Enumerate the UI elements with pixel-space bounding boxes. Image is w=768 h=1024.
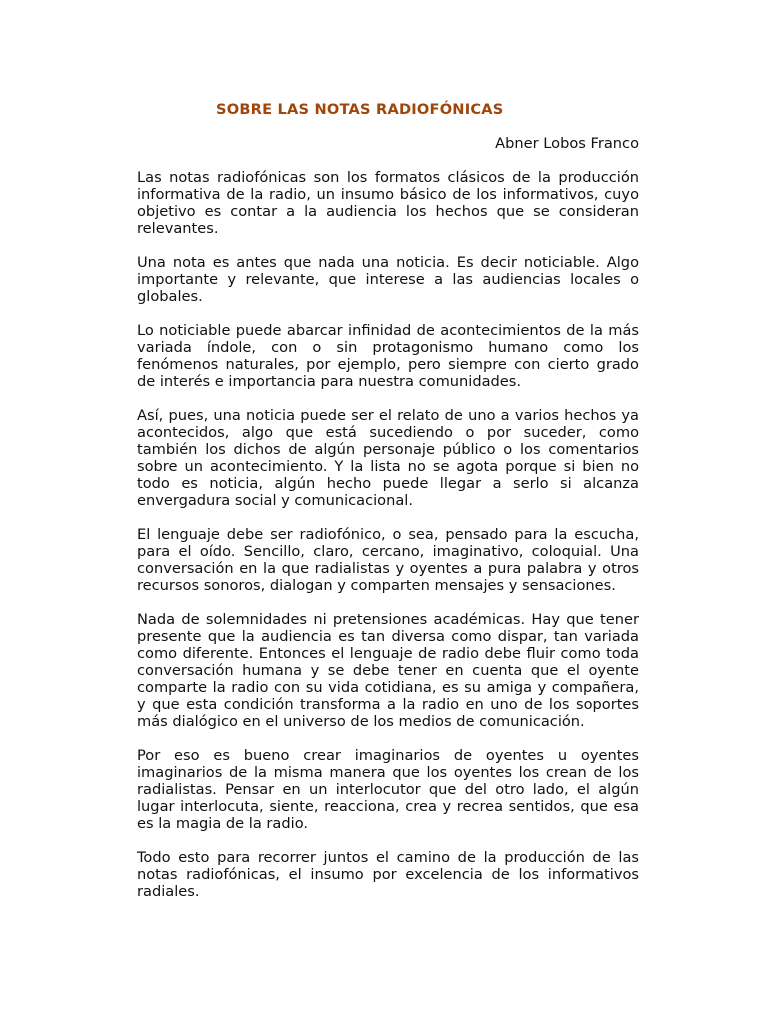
paragraph-3: Lo noticiable puede abarcar infinidad de acontecimientos de la más variada índole, con o sin protagonismo humano como los fenómenos naturales, por ejemplo, pero siempre con cierto grado de interés e importancia para nuestra comunidades. [137, 322, 639, 390]
document-author: Abner Lobos Franco [495, 135, 639, 152]
document-page [137, 99, 639, 900]
paragraph-6: Nada de solemnidades ni pretensiones académicas. Hay que tener presente que la audiencia es tan diversa como dispar, tan variada como diferente. Entonces el lenguaje de radio debe fluir como toda conversación humana y se debe tener en cuenta que el oyente comparte la radio con su vida cotidiana, es su amiga y compañera, y que esta condición transforma a la radio en uno de los soportes más dialógico en el universo de los medios de comunicación. [137, 611, 639, 730]
paragraph-2: Una nota es antes que nada una noticia. Es decir noticiable. Algo importante y relevante, que interese a las audiencias locales o globales. [137, 254, 639, 305]
paragraph-4: Así, pues, una noticia puede ser el relato de uno a varios hechos ya acontecidos, algo que está sucediendo o por suceder, como también los dichos de algún personaje público o los comentarios sobre un acontecimiento. Y la lista no se agota porque si bien no todo es noticia, algún hecho puede llegar a serlo si alcanza envergadura social y comunicacional. [137, 407, 639, 509]
document-title: SOBRE LAS NOTAS RADIOFÓNICAS [216, 101, 504, 118]
paragraph-8: Todo esto para recorrer juntos el camino de la producción de las notas radiofónicas, el insumo por excelencia de los informativos radiales. [137, 849, 639, 900]
paragraph-1: Las notas radiofónicas son los formatos clásicos de la producción informativa de la radio, un insumo básico de los informativos, cuyo objetivo es contar a la audiencia los hechos que se consideran relevantes. [137, 169, 639, 237]
paragraph-7: Por eso es bueno crear imaginarios de oyentes u oyentes imaginarios de la misma manera que los oyentes los crean de los radialistas. Pensar en un interlocutor que del otro lado, el algún lugar interlocuta, siente, reacciona, crea y recrea sentidos, que esa es la magia de la radio. [137, 747, 639, 832]
paragraph-5: El lenguaje debe ser radiofónico, o sea, pensado para la escucha, para el oído. Sencillo, claro, cercano, imaginativo, coloquial. Una conversación en la que radialistas y oyentes a pura palabra y otros recursos sonoros, dialogan y comparten mensajes y sensaciones. [137, 526, 639, 594]
